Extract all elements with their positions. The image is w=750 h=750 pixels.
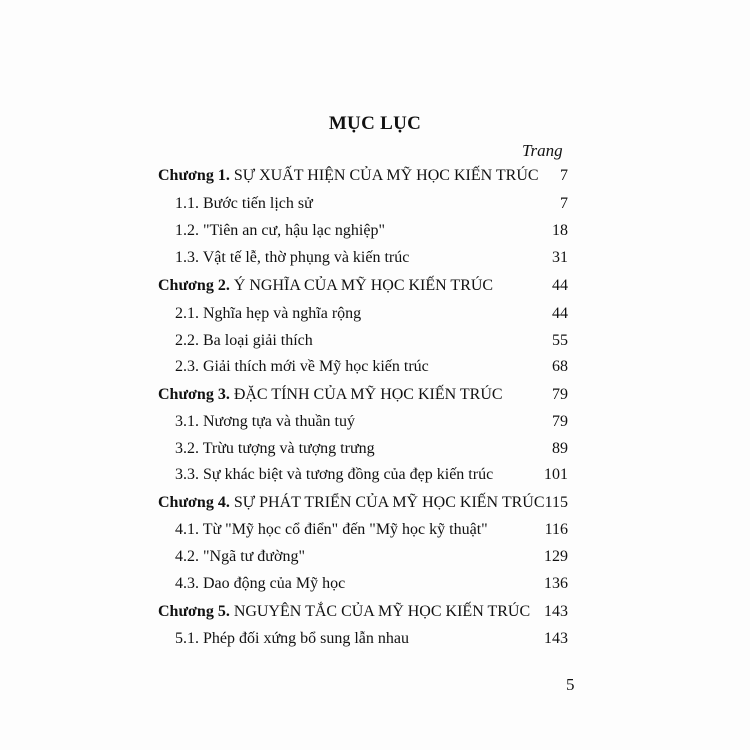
toc-entry-page: 143 [544, 630, 568, 647]
page-column-label: Trang [522, 141, 563, 160]
toc-entry-page: 129 [544, 548, 568, 565]
toc-section-entry [0, 192, 750, 216]
toc-section-entry [0, 437, 750, 461]
toc-entry-label [175, 219, 385, 243]
toc-entry-title: ĐẶC TÍNH CỦA MỸ HỌC KIẾN TRÚC [229, 386, 503, 403]
toc-entry-page: 143 [544, 603, 568, 620]
toc-entry-label [175, 545, 305, 569]
chapter-number: Chương 3. [158, 386, 230, 403]
toc-entry-label [175, 246, 409, 270]
toc-entry-page: 55 [552, 332, 568, 349]
toc-chapter-entry [0, 383, 750, 407]
toc-section-entry [0, 355, 750, 379]
toc-entry-title: 3.2. Trừu tượng và tượng trưng [175, 440, 375, 457]
toc-entry-title: Ý NGHĨA CỦA MỸ HỌC KIẾN TRÚC [229, 277, 494, 294]
toc-entry-title: 3.1. Nương tựa và thuần tuý [175, 413, 355, 430]
toc-entry-label [175, 627, 409, 651]
toc-entry-page: 44 [552, 277, 568, 294]
toc-entry-title: 4.1. Từ "Mỹ học cổ điển" đến "Mỹ học kỹ thuật" [175, 521, 488, 538]
toc-chapter-entry [0, 491, 750, 515]
toc-entry-title: 1.1. Bước tiến lịch sử [175, 195, 313, 212]
toc-section-entry [0, 410, 750, 434]
toc-chapter-entry [0, 600, 750, 624]
toc-entry-page: 115 [544, 494, 568, 511]
toc-entry-label [158, 600, 530, 624]
toc-entry-label [158, 164, 539, 188]
toc-entry-label [175, 329, 313, 353]
toc-section-entry [0, 329, 750, 353]
toc-entry-label [175, 572, 345, 596]
toc-entry-page: 7 [560, 167, 568, 184]
toc-entry-page: 44 [552, 305, 568, 322]
toc-chapter-entry [0, 164, 750, 188]
toc-section-entry [0, 302, 750, 326]
toc-chapter-entry [0, 274, 750, 298]
toc-entry-title: 1.2. "Tiên an cư, hậu lạc nghiệp" [175, 222, 385, 239]
toc-entry-label [175, 518, 488, 542]
toc-entry-label [175, 302, 361, 326]
toc-entry-title: SỰ PHÁT TRIỂN CỦA MỸ HỌC KIẾN TRÚC [229, 494, 545, 511]
toc-entry-page: 136 [544, 575, 568, 592]
toc-entry-label [158, 491, 544, 515]
chapter-number: Chương 4. [158, 494, 230, 511]
toc-entry-label [175, 463, 493, 487]
toc-entry-title: 2.1. Nghĩa hẹp và nghĩa rộng [175, 305, 362, 322]
chapter-number: Chương 1. [158, 167, 230, 184]
chapter-number: Chương 5. [158, 603, 230, 620]
toc-entry-title: 4.2. "Ngã tư đường" [175, 548, 305, 565]
toc-entry-label [158, 383, 503, 407]
toc-entry-page: 89 [552, 440, 568, 457]
toc-entry-page: 68 [552, 358, 568, 375]
toc-entry-label [175, 437, 375, 461]
toc-entry-label [175, 192, 313, 216]
toc-entry-page: 116 [544, 521, 568, 538]
page-number: 5 [566, 675, 575, 694]
toc-entry-page: 7 [560, 195, 568, 212]
toc-entry-title: 2.2. Ba loại giải thích [175, 332, 313, 349]
toc-entry-page: 79 [552, 413, 568, 430]
toc-entry-title: 3.3. Sự khác biệt và tương đồng của đẹp kiến trúc [175, 466, 494, 483]
toc-section-entry [0, 246, 750, 270]
toc-entry-page: 31 [552, 249, 568, 266]
toc-entry-title: 1.3. Vật tế lễ, thờ phụng và kiến trúc [175, 249, 410, 266]
toc-entry-page: 79 [552, 386, 568, 403]
toc-section-entry [0, 572, 750, 596]
toc-section-entry [0, 518, 750, 542]
toc-entry-page: 18 [552, 222, 568, 239]
toc-entry-page: 101 [544, 466, 568, 483]
chapter-number: Chương 2. [158, 277, 230, 294]
toc-entry-title: SỰ XUẤT HIỆN CỦA MỸ HỌC KIẾN TRÚC [229, 167, 539, 184]
toc-title: MỤC LỤC [328, 113, 422, 134]
toc-entry-title: 4.3. Dao động của Mỹ học [175, 575, 346, 592]
toc-entry-label [175, 410, 355, 434]
toc-section-entry [0, 219, 750, 243]
toc-entry-label [175, 355, 429, 379]
toc-entry-title: NGUYÊN TẮC CỦA MỸ HỌC KIẾN TRÚC [229, 603, 531, 620]
toc-entry-title: 2.3. Giải thích mới về Mỹ học kiến trúc [175, 358, 429, 375]
toc-section-entry [0, 463, 750, 487]
toc-entry-label [158, 274, 493, 298]
toc-entry-title: 5.1. Phép đối xứng bổ sung lẫn nhau [175, 630, 409, 647]
toc-section-entry [0, 627, 750, 651]
toc-section-entry [0, 545, 750, 569]
